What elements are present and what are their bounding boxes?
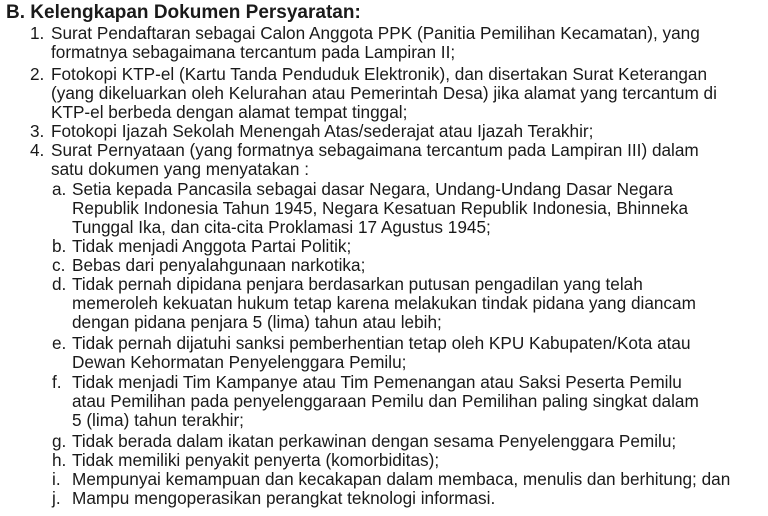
- subitem-marker: i.: [52, 469, 61, 489]
- item-marker: 2.: [30, 64, 45, 84]
- subitem-line: Dewan Kehormatan Penyelenggara Pemilu;: [72, 352, 407, 372]
- subitem-line: Republik Indonesia Tahun 1945, Negara Kesatuan Republik Indonesia, Bhinneka: [72, 198, 689, 218]
- subitem-line: 5 (lima) tahun terakhir;: [72, 410, 244, 430]
- statement-item-j: [52, 489, 760, 508]
- subitem-line: Tidak menjadi Tim Kampanye atau Tim Pemenangan atau Saksi Peserta Pemilu: [72, 372, 682, 392]
- item-line: Surat Pendaftaran sebagai Calon Anggota PPK (Panitia Pemilihan Kecamatan), yang: [51, 23, 700, 43]
- statement-item-d: [52, 275, 760, 332]
- subitem-marker: f.: [52, 372, 62, 392]
- item-line: KTP-el berbeda dengan alamat tempat tinggal;: [51, 102, 408, 122]
- statement-item-e: [52, 334, 760, 372]
- subitem-line: atau Pemilihan pada penyelenggaraan Pemilu dan Pemilihan paling singkat dalam: [72, 391, 699, 411]
- requirement-item-4: [30, 141, 760, 179]
- subitem-line: Tidak menjadi Anggota Partai Politik;: [72, 236, 352, 256]
- subitem-line: Mempunyai kemampuan dan kecakapan dalam membaca, menulis dan berhitung; dan: [72, 469, 731, 489]
- statement-item-f: [52, 373, 760, 430]
- subitem-line: Tunggal Ika, dan cita-cita Proklamasi 17 Agustus 1945;: [72, 217, 491, 237]
- item-line: (yang dikeluarkan oleh Kelurahan atau Pemerintah Desa) jika alamat yang tercantum di: [51, 83, 717, 103]
- subitem-line: Tidak memiliki penyakit penyerta (komorbiditas);: [72, 450, 440, 470]
- subitem-marker: c.: [52, 255, 66, 275]
- subitem-line: dengan pidana penjara 5 (lima) tahun atau lebih;: [72, 312, 442, 332]
- subitem-line: memeroleh kekuatan hukum tetap karena melakukan tindak pidana yang diancam: [72, 293, 696, 313]
- subitem-marker: e.: [52, 333, 67, 353]
- item-marker: 1.: [30, 23, 45, 43]
- item-marker: 4.: [30, 140, 45, 160]
- subitem-marker: d.: [52, 274, 67, 294]
- item-marker: 3.: [30, 121, 45, 141]
- subitem-line: Mampu mengoperasikan perangkat teknologi informasi.: [72, 488, 496, 508]
- statement-item-g: [52, 432, 760, 451]
- item-line: Fotokopi Ijazah Sekolah Menengah Atas/sederajat atau Ijazah Terakhir;: [51, 121, 594, 141]
- statement-item-c: [52, 256, 760, 275]
- statement-item-a: [52, 180, 760, 237]
- subitem-line: Bebas dari penyalahgunaan narkotika;: [72, 255, 366, 275]
- subitem-marker: a.: [52, 179, 67, 199]
- subitem-marker: g.: [52, 431, 67, 451]
- requirement-item-1: [30, 24, 760, 62]
- item-line: Surat Pernyataan (yang formatnya sebagaimana tercantum pada Lampiran III) dalam: [51, 140, 699, 160]
- item-line: formatnya sebagaimana tercantum pada Lampiran II;: [51, 42, 456, 62]
- subitem-line: Tidak berada dalam ikatan perkawinan dengan sesama Penyelenggara Pemilu;: [72, 431, 677, 451]
- section-heading: B. Kelengkapan Dokumen Persyaratan:: [6, 2, 361, 23]
- statement-item-h: [52, 451, 760, 470]
- subitem-marker: h.: [52, 450, 67, 470]
- subitem-marker: b.: [52, 236, 67, 256]
- item-line: satu dokumen yang menyatakan :: [51, 159, 309, 179]
- subitem-line: Tidak pernah dijatuhi sanksi pemberhentian tetap oleh KPU Kabupaten/Kota atau: [72, 333, 691, 353]
- item-line: Fotokopi KTP-el (Kartu Tanda Penduduk Elektronik), dan disertakan Surat Keterangan: [51, 64, 708, 84]
- statement-item-i: [52, 470, 760, 489]
- subitem-line: Tidak pernah dipidana penjara berdasarkan putusan pengadilan yang telah: [72, 274, 643, 294]
- requirement-item-3: [30, 122, 760, 141]
- requirement-item-2: [30, 65, 760, 122]
- statement-item-b: [52, 237, 760, 256]
- subitem-marker: j.: [52, 488, 61, 508]
- subitem-line: Setia kepada Pancasila sebagai dasar Negara, Undang-Undang Dasar Negara: [72, 179, 673, 199]
